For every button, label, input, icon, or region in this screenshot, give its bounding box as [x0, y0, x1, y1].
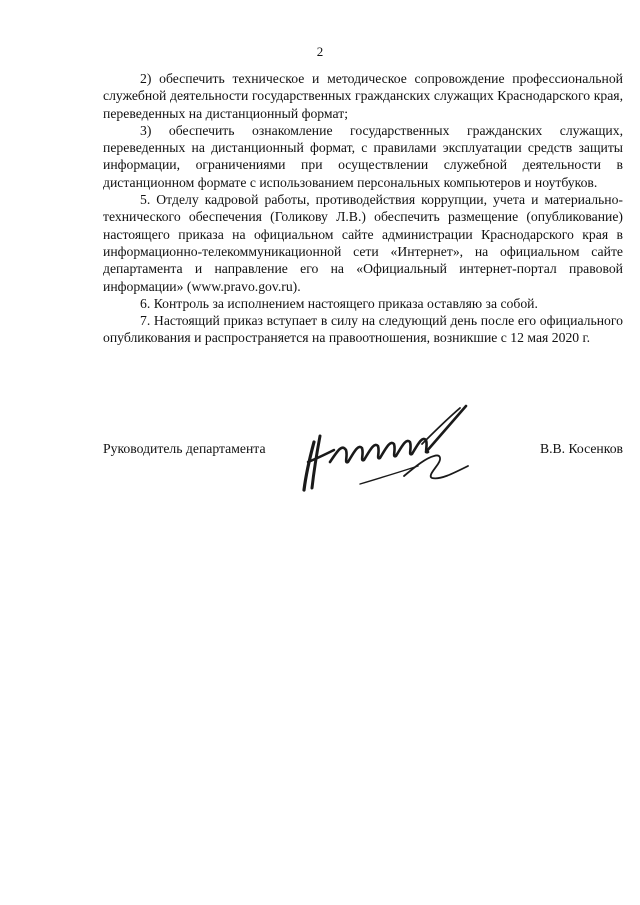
paragraph-item-5: 5. Отделу кадровой работы, противодействия коррупции, учета и материально-технического обеспечения (Голикову Л.В.) обеспечить размещение (опубликование) настоящего приказа на официальном сайте администрации Краснодарского края в информационно-телекоммуникационной сети «Интернет», на официальном сайте департамента и направление его на «Официальный интернет-портал правовой информации» (www.pravo.gov.ru). [103, 192, 623, 294]
page-number: 2 [316, 44, 324, 59]
signer-name: В.В. Косенков [539, 441, 623, 456]
paragraph-item-6: 6. Контроль за исполнением настоящего приказа оставляю за собой. [140, 295, 538, 311]
handwritten-signature [300, 392, 480, 502]
signer-position: Руководитель департамента [103, 441, 266, 456]
paragraph-item-2: 2) обеспечить техническое и методическое сопровождение профессиональной служебной деятельности государственных гражданских служащих Краснодарского края, переведенных на дистанционный формат; [103, 71, 623, 121]
paragraph-item-7: 7. Настоящий приказ вступает в силу на следующий день после его официального опубликования и распространяется на правоотношения, возникшие с 12 мая 2020 г. [103, 313, 623, 346]
paragraph-item-3: 3) обеспечить ознакомление государственных гражданских служащих, переведенных на дистанционный формат, с правилами эксплуатации средств защиты информации, ограничениями при осуществлении служебной деятельности в дистанционном формате с использованием персональных компьютеров и ноутбуков. [103, 122, 623, 190]
document-body [103, 70, 623, 347]
